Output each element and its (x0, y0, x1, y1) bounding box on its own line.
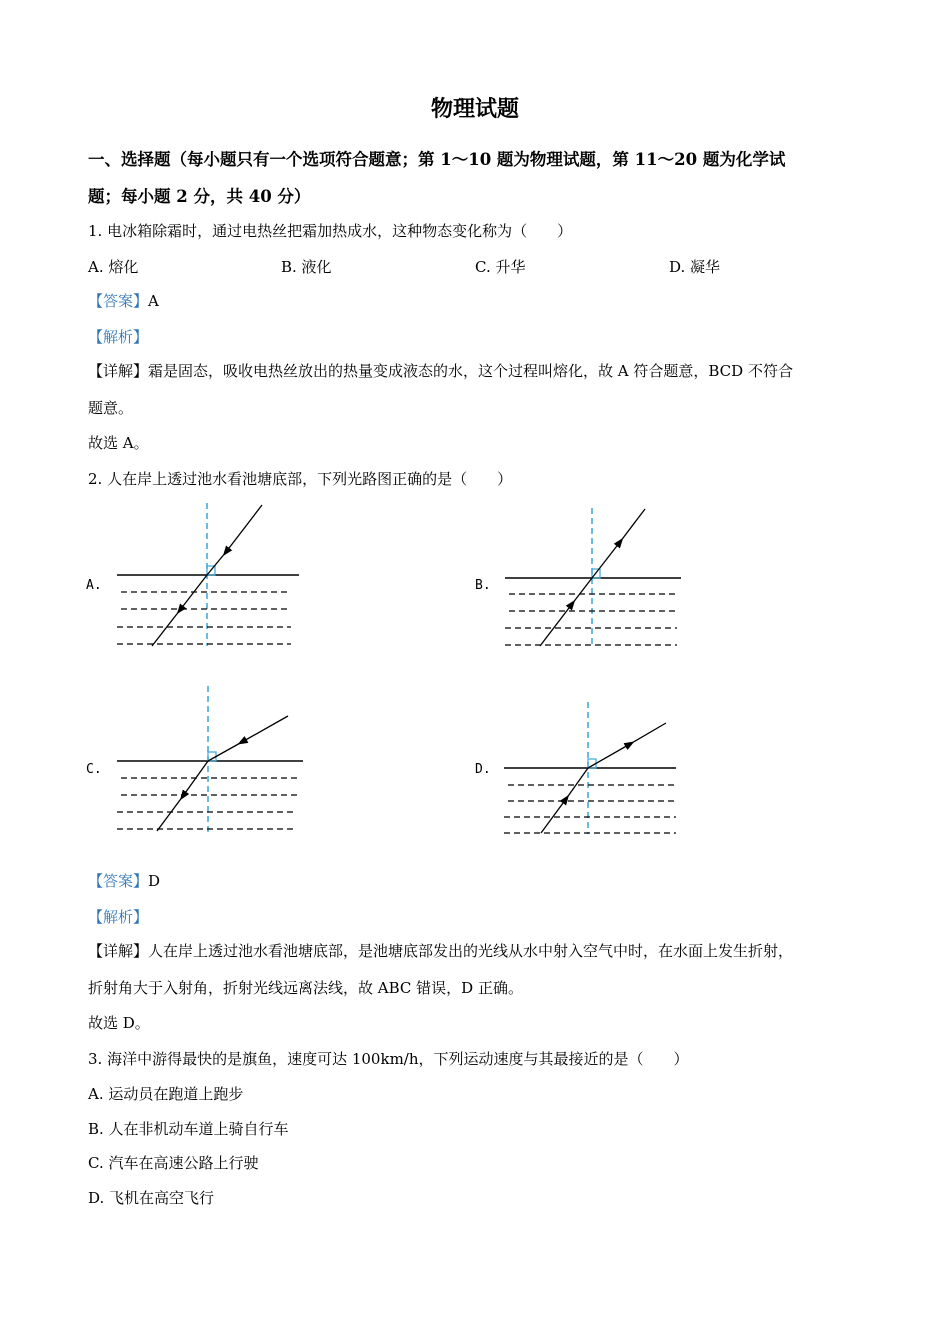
ray-segment (592, 542, 620, 578)
ray-segment (630, 723, 666, 744)
q2-detail-line2: 折射角大于入射角，折射光线远离法线，故 ABC 错误，D 正确。 (88, 979, 523, 997)
q1-detail-line2: 题意。 (88, 399, 134, 417)
ray-segment (541, 799, 566, 833)
section-heading-line2: 题；每小题 2 分，共 40 分） (88, 187, 311, 206)
answer-tag: 【答案】 (88, 872, 149, 890)
diagram-d (504, 702, 676, 834)
q1-conclusion: 故选 A。 (88, 434, 149, 452)
q3-stem: 3. 海洋中游得最快的是旗鱼，速度可达 100km/h，下列运动速度与其最接近的是（ ） (88, 1050, 689, 1068)
q1-analysis-tag: 【解析】 (88, 328, 149, 346)
q1-option-c: C. 升华 (475, 258, 526, 276)
q1-stem: 1. 电冰箱除霜时，通过电热丝把霜加热成水，这种物态变化称为（ ） (88, 222, 573, 240)
q1-detail-line1: 【详解】霜是固态，吸收电热丝放出的热量变成液态的水，这个过程叫熔化，故 A 符合题意，BCD 不符合 (88, 362, 793, 380)
ray-segment (566, 768, 588, 799)
q1-answer: A (148, 292, 159, 310)
diagram-label-d: D. (475, 762, 491, 777)
diagram-label-c: C. (86, 762, 102, 777)
ray-segment (226, 505, 262, 552)
ray-segment (152, 610, 180, 646)
q3-option-a: A. 运动员在跑道上跑步 (88, 1085, 244, 1103)
q2-conclusion: 故选 D。 (88, 1014, 150, 1032)
diagram-c (117, 686, 303, 832)
diagram-a (117, 503, 299, 646)
ray-segment (242, 716, 288, 742)
q3-option-c: C. 汽车在高速公路上行驶 (88, 1154, 259, 1172)
ray-segment (207, 552, 226, 575)
q3-option-d: D. 飞机在高空飞行 (88, 1189, 215, 1207)
diagram-label-b: B. (475, 578, 491, 593)
page-title: 物理试题 (430, 96, 519, 122)
ray-segment (540, 604, 572, 646)
diagram-label-a: A. (86, 578, 102, 593)
ray-segment (588, 744, 630, 768)
section-heading-line1: 一、选择题（每小题只有一个选项符合题意；第 1～10 题为物理试题，第 11～20 题为化学试 (88, 150, 786, 169)
q1-option-a: A. 熔化 (88, 258, 139, 276)
q2-answer-row (88, 870, 160, 891)
diagram-b (505, 508, 681, 646)
q1-option-d: D. 凝华 (669, 258, 721, 276)
q2-stem: 2. 人在岸上透过池水看池塘底部，下列光路图正确的是（ ） (88, 470, 513, 488)
q3-option-b: B. 人在非机动车道上骑自行车 (88, 1120, 289, 1138)
q2-detail-line1: 【详解】人在岸上透过池水看池塘底部，是池塘底部发出的光线从水中射入空气中时，在水面上发生折射， (88, 942, 794, 960)
q2-answer: D (148, 872, 161, 890)
answer-tag: 【答案】 (88, 292, 149, 310)
q2-analysis-tag: 【解析】 (88, 908, 149, 926)
ray-segment (620, 509, 645, 542)
q1-option-b: B. 液化 (281, 258, 332, 276)
ray-segment (572, 578, 592, 604)
ray-segment (157, 796, 183, 831)
